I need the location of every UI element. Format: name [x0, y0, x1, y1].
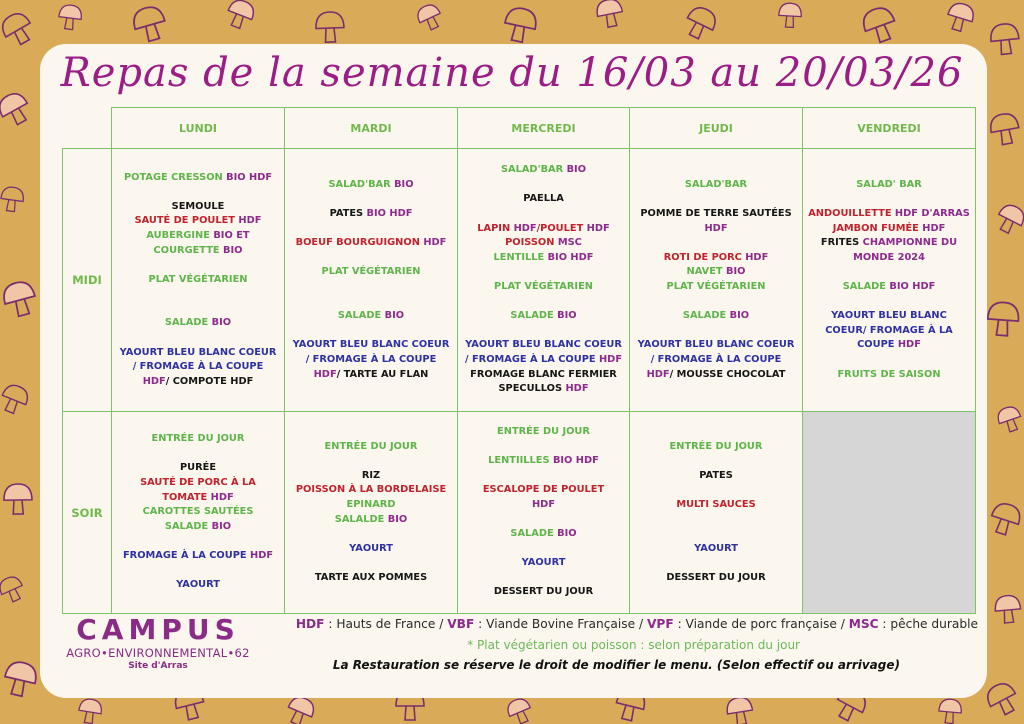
menu-text: SPECULLOS — [498, 383, 566, 395]
menu-text: SALAD'BAR — [500, 164, 567, 176]
line-gap — [115, 258, 281, 273]
menu-line — [633, 571, 799, 586]
menu-text: SALAD'BAR — [328, 178, 395, 190]
menu-text: FROMAGE BLANC FERMIER — [470, 368, 617, 380]
menu-line — [115, 578, 281, 593]
mushroom-icon — [315, 12, 344, 43]
line-gap — [288, 295, 454, 310]
menu-text: COUPE — [857, 339, 898, 351]
menu-line — [288, 498, 454, 513]
menu-text: BIO — [566, 164, 587, 176]
menu-text: CHAMPIONNE DU — [862, 237, 958, 249]
menu-text: POISSON À LA BORDELAISE — [295, 484, 447, 496]
menu-text: SALAD' BAR — [856, 178, 922, 190]
menu-text: BIO HDF — [226, 171, 273, 183]
menu-text: SALAD'BAR — [684, 178, 748, 190]
menu-cell-midi-tuesday — [285, 149, 458, 412]
line-gap — [633, 483, 799, 498]
menu-text: EPINARD — [346, 498, 396, 510]
menu-line — [633, 353, 799, 368]
menu-text: ESCALOPE DE POULET — [482, 484, 605, 496]
line-gap — [633, 527, 799, 542]
menu-text: HDF — [586, 222, 610, 234]
menu-line — [633, 440, 799, 455]
menu-text: MONDE 2024 — [853, 251, 925, 263]
menu-line — [633, 542, 799, 557]
menu-text: BIO HDF — [547, 251, 594, 263]
line-gap — [115, 287, 281, 302]
day-header-thursday: JEUDI — [630, 108, 803, 149]
menu-table — [62, 107, 976, 614]
menu-text: HDF — [142, 375, 166, 387]
menu-text: SEMOULE — [171, 200, 225, 212]
menu-text: HDF — [513, 222, 537, 234]
menu-line — [115, 505, 281, 520]
menu-cell-midi-friday — [803, 149, 976, 412]
line-gap — [633, 324, 799, 339]
menu-line — [288, 207, 454, 222]
menu-text: FROMAGE À LA COUPE — [122, 549, 250, 561]
mushroom-icon — [988, 112, 1021, 146]
menu-text: BIO — [223, 244, 243, 256]
menu-text: /POULET — [536, 222, 587, 234]
line-gap — [288, 280, 454, 295]
menu-line — [288, 265, 454, 280]
menu-line — [461, 192, 626, 207]
mushroom-icon — [2, 659, 39, 698]
line-gap — [115, 447, 281, 462]
menu-cell-midi-thursday — [630, 149, 803, 412]
mushroom-icon — [994, 595, 1021, 624]
mushroom-icon — [595, 0, 625, 29]
line-gap — [461, 440, 626, 455]
mushroom-icon — [1, 279, 39, 319]
menu-text: BIO — [384, 310, 405, 322]
menu-text: ANDOUILLETTE — [808, 208, 895, 220]
line-gap — [806, 265, 972, 280]
menu-text: NAVET — [686, 266, 727, 278]
mushroom-icon — [995, 404, 1024, 434]
mushroom-icon — [224, 0, 257, 31]
menu-line — [806, 280, 972, 295]
day-header-wednesday: MERCREDI — [458, 108, 630, 149]
menu-text: SALADE — [842, 281, 890, 292]
corner-cell — [63, 108, 112, 149]
menu-text: TOMATE — [162, 491, 211, 503]
menu-text: YAOURT — [694, 542, 738, 554]
menu-text: SALALDE — [334, 513, 388, 525]
line-gap — [461, 178, 626, 193]
line-gap — [461, 542, 626, 557]
menu-text: HDF — [704, 222, 728, 234]
mushroom-icon — [725, 696, 754, 724]
soir-row — [63, 412, 976, 614]
day-header-tuesday: MARDI — [285, 108, 458, 149]
menu-line — [288, 368, 454, 383]
menu-text: COEUR — [825, 324, 863, 336]
menu-text: ROTI DE PORC — [663, 251, 746, 263]
menu-line — [461, 353, 626, 368]
menu-text: / FROMAGE À LA COUPE — [132, 361, 264, 373]
menu-text: ENTRÉE DU JOUR — [151, 433, 245, 445]
menu-cell-soir-thursday — [630, 412, 803, 614]
menu-text: / COMPOTE HDF — [165, 375, 254, 387]
menu-line — [806, 207, 972, 222]
menu-line — [633, 280, 799, 295]
menu-text: COURGETTE — [153, 244, 223, 256]
menu-text: PATES — [699, 469, 733, 481]
menu-text: LAPIN — [477, 222, 514, 234]
menu-text: BIO HDF — [889, 281, 936, 292]
menu-line — [288, 571, 454, 586]
line-gap — [115, 185, 281, 200]
menu-text: CAROTTES SAUTÉES — [142, 506, 254, 518]
menu-text: SALADE — [510, 528, 558, 540]
menu-text: BIO — [729, 310, 750, 322]
menu-text: BIO — [394, 178, 414, 190]
mushroom-icon — [0, 574, 27, 605]
menu-line — [115, 316, 281, 331]
menu-line — [806, 251, 972, 266]
menu-cell-midi-wednesday — [458, 149, 630, 412]
menu-line — [115, 200, 281, 215]
line-gap — [633, 236, 799, 251]
menu-text: SALADE — [164, 520, 212, 532]
menu-line — [633, 498, 799, 513]
mushroom-icon — [0, 382, 31, 416]
line-gap — [115, 302, 281, 317]
menu-text: BIO — [211, 520, 232, 532]
menu-text: BIO HDF — [552, 455, 599, 467]
menu-line — [115, 375, 281, 390]
menu-line — [461, 338, 626, 353]
menu-line — [288, 236, 454, 251]
mushroom-icon — [283, 694, 317, 724]
menu-text: BIO — [726, 266, 746, 278]
period-label-midi: MIDI — [63, 149, 112, 412]
day-header-friday: VENDREDI — [803, 108, 976, 149]
line-gap — [461, 469, 626, 484]
line-gap — [288, 454, 454, 469]
menu-line — [288, 469, 454, 484]
menu-text: MULTI SAUCES — [676, 498, 756, 510]
menu-text: BIO — [557, 310, 577, 322]
menu-cell-soir-monday — [112, 412, 285, 614]
mushroom-icon — [944, 1, 976, 34]
menu-text: / FROMAGE À LA COUPE — [464, 353, 599, 365]
menu-line — [633, 338, 799, 353]
menu-text: SAUTÉ DE PORC À LA — [140, 477, 256, 489]
mushroom-icon — [938, 698, 962, 724]
menu-text: SALADE — [337, 310, 385, 322]
menu-line — [806, 338, 972, 353]
menu-text: ENTRÉE DU JOUR — [669, 440, 763, 452]
menu-line — [461, 425, 626, 440]
mushroom-icon — [681, 3, 719, 42]
menu-text: / FROMAGE À LA COUPE — [305, 353, 437, 365]
menu-text: FRITES — [820, 237, 863, 249]
menu-text: BIO — [387, 513, 408, 525]
menu-text: ENTRÉE DU JOUR — [324, 440, 418, 452]
legend-code: HDF — [295, 617, 325, 631]
menu-text: SALADE — [682, 310, 730, 322]
menu-line — [461, 222, 626, 237]
menu-text: AUBERGINE — [146, 229, 214, 241]
menu-text: HDF — [565, 383, 589, 395]
menu-text: HDF — [238, 215, 262, 227]
menu-text: ENTRÉE DU JOUR — [497, 425, 590, 437]
menu-line — [461, 483, 626, 498]
line-gap — [633, 192, 799, 207]
menu-line — [288, 309, 454, 324]
line-gap — [288, 251, 454, 266]
menu-text: HDF — [210, 491, 234, 503]
menu-line — [806, 368, 972, 383]
menu-line — [115, 171, 281, 186]
menu-line — [633, 469, 799, 484]
menu-line — [288, 542, 454, 557]
menu-text: / TARTE AU FLAN — [336, 368, 429, 380]
legend — [240, 617, 978, 631]
menu-line — [288, 353, 454, 368]
menu-line — [806, 324, 972, 339]
menu-line — [461, 382, 626, 397]
menu-text: HDF — [313, 368, 337, 380]
menu-line — [461, 251, 626, 266]
mushroom-icon — [58, 4, 83, 31]
mushroom-icon — [987, 500, 1023, 537]
menu-line — [461, 454, 626, 469]
menu-line — [806, 309, 972, 324]
menu-line — [115, 432, 281, 447]
logo-site: Site d'Arras — [128, 661, 188, 671]
menu-line — [288, 513, 454, 528]
menu-text: PAELLA — [523, 193, 564, 205]
menu-line — [288, 483, 454, 498]
line-gap — [461, 295, 626, 310]
menu-line — [633, 222, 799, 237]
menu-line — [115, 520, 281, 535]
mushroom-icon — [993, 201, 1024, 236]
menu-line — [461, 163, 626, 178]
menu-text: YAOURT — [349, 542, 393, 554]
line-gap — [115, 331, 281, 346]
menu-line — [115, 214, 281, 229]
header-row — [63, 108, 976, 149]
menu-text: LENTIILLES — [488, 455, 553, 467]
menu-line — [461, 585, 626, 600]
menu-text: PLAT VÉGÉTARIEN — [666, 281, 766, 292]
menu-line — [115, 476, 281, 491]
line-gap — [461, 324, 626, 339]
menu-line — [633, 309, 799, 324]
mushroom-icon — [0, 186, 25, 213]
menu-text: SALADE — [510, 310, 558, 322]
menu-text: HDF D'ARRAS — [894, 208, 970, 220]
logo-subtitle: AGRO•ENVIRONNEMENTAL•62 — [66, 646, 250, 660]
menu-line — [633, 251, 799, 266]
menu-line — [461, 309, 626, 324]
menu-text: HDF — [598, 353, 623, 365]
legend-text: : Viande de porc française / — [673, 617, 849, 631]
menu-line — [806, 236, 972, 251]
legend-text: : pêche durable — [878, 617, 978, 631]
menu-line — [806, 178, 972, 193]
menu-text: BIO — [211, 317, 232, 329]
menu-text: TARTE AUX POMMES — [314, 571, 428, 583]
day-header-monday: LUNDI — [112, 108, 285, 149]
menu-text: YAOURT — [521, 557, 566, 569]
mushroom-icon — [4, 484, 33, 514]
menu-text: YAOURT — [176, 579, 220, 591]
menu-line — [461, 527, 626, 542]
menu-text: PATES — [329, 208, 367, 220]
legend-text: : Viande Bovine Française / — [474, 617, 647, 631]
menu-text: / FROMAGE À LA — [862, 324, 953, 336]
line-gap — [288, 324, 454, 339]
campus-logo — [58, 614, 258, 672]
menu-line — [633, 207, 799, 222]
menu-text: SAUTÉ DE POULET — [134, 215, 239, 227]
menu-line — [288, 178, 454, 193]
menu-line — [633, 178, 799, 193]
legend-code: VPF — [647, 617, 674, 631]
menu-text: YAOURT BLEU BLANC COEUR — [292, 339, 450, 351]
mushroom-icon — [77, 698, 103, 724]
menu-text: YAOURT BLEU BLANC COEUR — [637, 339, 795, 351]
menu-text: LENTILLE — [493, 251, 548, 263]
menu-text: / MOUSSE CHOCOLAT — [669, 368, 786, 380]
menu-text: POTAGE CRESSON — [123, 171, 227, 183]
menu-line — [461, 498, 626, 513]
menu-text: / FROMAGE À LA COUPE — [650, 353, 782, 365]
line-gap — [288, 527, 454, 542]
menu-text: JAMBON FUMÉE — [832, 222, 923, 234]
menu-cell-soir-wednesday — [458, 412, 630, 614]
menu-text: PLAT VÉGÉTARIEN — [494, 281, 593, 292]
line-gap — [633, 556, 799, 571]
menu-text: SALADE — [164, 317, 212, 329]
line-gap — [633, 454, 799, 469]
menu-text: HDF — [922, 222, 946, 234]
menu-cell-soir-friday-empty — [803, 412, 976, 614]
menu-cell-midi-monday — [112, 149, 285, 412]
legend-code: VBF — [447, 617, 475, 631]
menu-line — [288, 440, 454, 455]
menu-text: HDF — [531, 498, 556, 510]
menu-line — [461, 236, 626, 251]
menu-text: FRUITS DE SAISON — [837, 368, 941, 380]
menu-line — [115, 549, 281, 564]
menu-text: MSC — [557, 237, 582, 249]
menu-text: BIO HDF — [366, 208, 413, 220]
disclaimer: La Restauration se réserve le droit de modifier le menu. (Selon effectif ou arrivage) — [332, 658, 900, 672]
mushroom-icon — [778, 3, 802, 28]
menu-cell-soir-tuesday — [285, 412, 458, 614]
menu-line — [115, 229, 281, 244]
line-gap — [461, 513, 626, 528]
period-label-soir: SOIR — [63, 412, 112, 614]
line-gap — [461, 571, 626, 586]
menu-text: DESSERT DU JOUR — [493, 586, 594, 598]
line-gap — [288, 556, 454, 571]
midi-row — [63, 149, 976, 412]
menu-line — [115, 461, 281, 476]
mushroom-icon — [502, 6, 539, 45]
mushroom-icon — [0, 9, 37, 49]
menu-text: PLAT VÉGÉTARIEN — [148, 273, 248, 285]
line-gap — [806, 353, 972, 368]
line-gap — [288, 192, 454, 207]
line-gap — [288, 222, 454, 237]
menu-text: YAOURT BLEU BLANC — [831, 310, 947, 322]
menu-text: HDF — [250, 549, 274, 561]
mushroom-icon — [987, 301, 1020, 336]
menu-line — [288, 338, 454, 353]
menu-text: RIZ — [361, 469, 381, 481]
menu-text: BIO — [557, 528, 577, 540]
line-gap — [633, 513, 799, 528]
menu-line — [633, 265, 799, 280]
mushroom-icon — [860, 4, 900, 46]
line-gap — [633, 295, 799, 310]
menu-text: YAOURT BLEU BLANC COEUR — [465, 339, 622, 351]
menu-line — [633, 368, 799, 383]
line-gap — [115, 534, 281, 549]
legend-code: MSC — [848, 617, 879, 631]
menu-text: BIO ET — [213, 229, 250, 241]
mushroom-icon — [505, 696, 535, 724]
legend-text: : Hauts de France / — [324, 617, 448, 631]
page-title: Repas de la semaine du 16/03 au 20/03/26 — [60, 50, 964, 96]
menu-line — [115, 244, 281, 259]
menu-text: DESSERT DU JOUR — [666, 571, 766, 583]
menu-line — [461, 556, 626, 571]
menu-line — [806, 222, 972, 237]
menu-text: HDF — [745, 251, 769, 263]
menu-text: PURÉE — [179, 462, 217, 474]
mushroom-icon — [414, 2, 444, 33]
menu-text: PLAT VÉGÉTARIEN — [321, 266, 421, 278]
logo-wordmark: CAMPUS — [76, 613, 240, 646]
menu-line — [461, 280, 626, 295]
menu-line — [115, 273, 281, 288]
menu-text: HDF — [897, 339, 921, 351]
menu-line — [461, 368, 626, 383]
menu-text: POISSON — [505, 237, 558, 249]
menu-line — [115, 360, 281, 375]
line-gap — [806, 295, 972, 310]
menu-text: HDF — [646, 368, 670, 380]
mushroom-icon — [130, 4, 169, 44]
line-gap — [461, 265, 626, 280]
vegetarian-note: * Plat végétarien ou poisson : selon préparation du jour — [467, 638, 800, 652]
line-gap — [115, 564, 281, 579]
menu-text: HDF — [423, 237, 447, 249]
menu-line — [115, 491, 281, 506]
line-gap — [461, 207, 626, 222]
menu-text: YAOURT BLEU BLANC COEUR — [119, 346, 277, 358]
menu-text: POMME DE TERRE SAUTÉES — [640, 208, 792, 220]
mushroom-icon — [983, 679, 1022, 719]
line-gap — [806, 192, 972, 207]
menu-line — [115, 346, 281, 361]
menu-text: BOEUF BOURGUIGNON — [295, 237, 424, 249]
